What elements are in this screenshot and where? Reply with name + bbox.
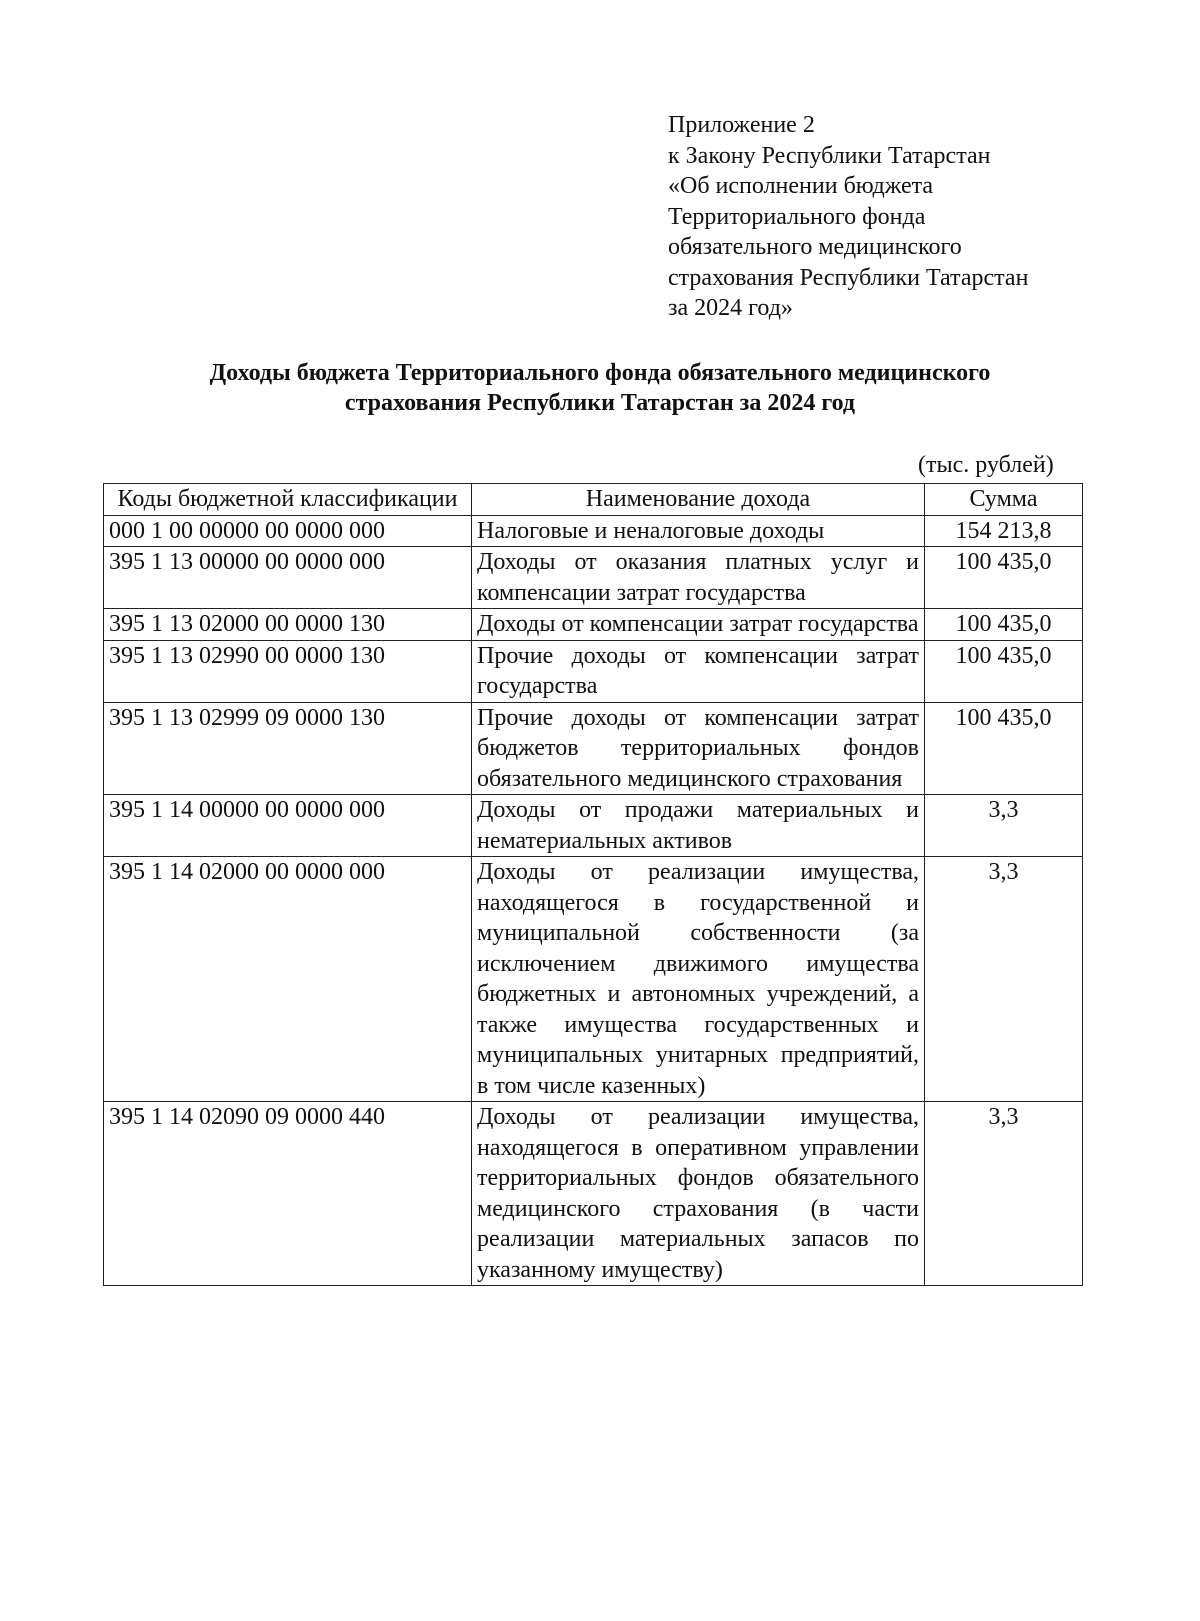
revenue-table bbox=[103, 483, 1083, 1286]
amount-cell: 3,3 bbox=[925, 857, 1083, 1102]
amount-cell: 3,3 bbox=[925, 1102, 1083, 1286]
table-row bbox=[104, 609, 1083, 641]
income-name-cell: Доходы от компенсации затрат государства bbox=[472, 609, 925, 641]
income-name-cell: Доходы от оказания платных услуг и компенсации затрат государства bbox=[472, 547, 925, 609]
appendix-line: Приложение 2 bbox=[668, 112, 815, 138]
appendix-line: страхования Республики Татарстан bbox=[668, 264, 1029, 291]
header-code: Коды бюджетной классификации bbox=[104, 484, 472, 516]
units-note: (тыс. рублей) bbox=[918, 452, 1054, 478]
income-name-cell: Налоговые и неналоговые доходы bbox=[472, 515, 925, 547]
document-title bbox=[100, 358, 1100, 418]
amount-cell: 100 435,0 bbox=[925, 640, 1083, 702]
header-name: Наименование дохода bbox=[472, 484, 925, 516]
budget-code-cell: 395 1 13 02990 00 0000 130 bbox=[104, 640, 472, 702]
amount-cell: 100 435,0 bbox=[925, 702, 1083, 795]
budget-code-cell: 395 1 13 02999 09 0000 130 bbox=[104, 702, 472, 795]
header-sum: Сумма bbox=[925, 484, 1083, 516]
budget-code-cell: 395 1 14 02090 09 0000 440 bbox=[104, 1102, 472, 1286]
table-row bbox=[104, 857, 1083, 1102]
amount-cell: 154 213,8 bbox=[925, 515, 1083, 547]
appendix-line: за 2024 год» bbox=[668, 295, 793, 321]
budget-code-cell: 395 1 14 02000 00 0000 000 bbox=[104, 857, 472, 1102]
document-title-line: Доходы бюджета Территориального фонда обязательного медицинского bbox=[209, 360, 991, 386]
amount-cell: 100 435,0 bbox=[925, 547, 1083, 609]
appendix-line: обязательного медицинского bbox=[668, 234, 962, 260]
budget-code-cell: 395 1 13 00000 00 0000 000 bbox=[104, 547, 472, 609]
income-name-cell: Доходы от продажи материальных и нематериальных активов bbox=[472, 795, 925, 857]
table-row bbox=[104, 702, 1083, 795]
income-name-cell: Доходы от реализации имущества, находящегося в государственной и муниципальной собственности (за исключением движимого имущества бюджетных и автономных учреждений, а также имущества государственных и муниципальных унитарных предприятий, в том числе казенных) bbox=[472, 857, 925, 1102]
amount-cell: 3,3 bbox=[925, 795, 1083, 857]
amount-cell: 100 435,0 bbox=[925, 609, 1083, 641]
budget-code-cell: 395 1 14 00000 00 0000 000 bbox=[104, 795, 472, 857]
appendix-line: Территориального фонда bbox=[668, 203, 926, 230]
budget-code-cell: 000 1 00 00000 00 0000 000 bbox=[104, 515, 472, 547]
table-row bbox=[104, 515, 1083, 547]
appendix-line: к Закону Республики Татарстан bbox=[668, 142, 991, 169]
table-row bbox=[104, 547, 1083, 609]
appendix-reference bbox=[668, 110, 1138, 324]
document-title-line: страхования Республики Татарстан за 2024 год bbox=[344, 390, 856, 416]
table-row bbox=[104, 795, 1083, 857]
income-name-cell: Прочие доходы от компенсации затрат бюджетов территориальных фондов обязательного медицинского страхования bbox=[472, 702, 925, 795]
income-name-cell: Прочие доходы от компенсации затрат государства bbox=[472, 640, 925, 702]
table-row bbox=[104, 1102, 1083, 1286]
table-row bbox=[104, 640, 1083, 702]
income-name-cell: Доходы от реализации имущества, находящегося в оперативном управлении территориальных фондов обязательного медицинского страхования (в части реализации материальных запасов по указанному имуществу) bbox=[472, 1102, 925, 1286]
table-header-row bbox=[104, 484, 1083, 516]
budget-code-cell: 395 1 13 02000 00 0000 130 bbox=[104, 609, 472, 641]
appendix-line: «Об исполнении бюджета bbox=[668, 173, 934, 199]
